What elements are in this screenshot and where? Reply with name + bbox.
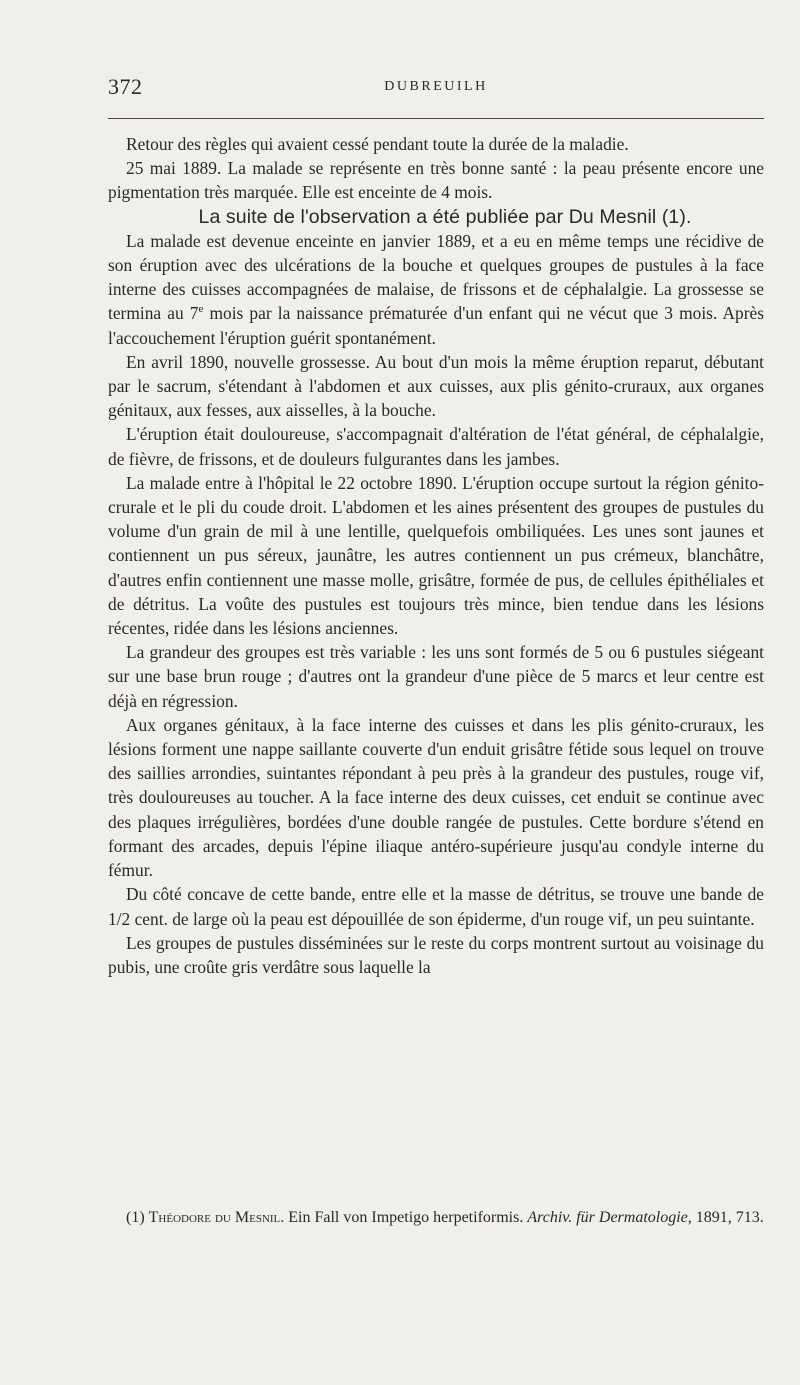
section-heading: La suite de l'observation a été publiée par Du Mesnil (1). [198,205,692,228]
text-run: La malade est devenue enceinte en janvier 1889, et a eu en même temps une récidive de son éruption avec des ulcérations de la bouche et quelques groupes de pustules à la face interne des cuisses accompagnées de malaise, de frissons et de céphalalgie. La grossesse se termina au 7 [108,230,764,324]
paragraph: L'éruption était douloureuse, s'accompagnait d'altération de l'état général, de céphalalgie, de fièvre, de frissons, et de douleurs fulgurantes dans les jambes. [108,424,764,469]
paragraph [108,229,764,350]
main-text [108,132,764,979]
paragraph: La grandeur des groupes est très variable : les uns sont formés de 5 ou 6 pustules siégeant sur une base brun rouge ; d'autres ont la grandeur d'une pièce de 5 marcs et leur centre est déjà en régression. [108,642,764,711]
paragraph: Retour des règles qui avaient cessé pendant toute la durée de la maladie. [126,134,629,154]
running-head [108,74,764,104]
running-title: DUBREUILH [384,79,488,94]
footnote-journal: Archiv. für Dermatologie [527,1209,688,1226]
footnote-marker: (1) [126,1209,149,1226]
superscript: e [198,302,204,315]
paragraph: Aux organes génitaux, à la face interne des cuisses et dans les plis génito-cruraux, les lésions forment une nappe saillante couverte d'un enduit grisâtre fétide sous lequel on trouve des saillies arrondies, suintantes répondant à peu près à la grandeur des pustules, rouge vif, très douloureuses au toucher. A la face interne des deux cuisses, cet enduit se continue avec des plaques irrégulières, bordées d'une double rangée de pustules. Cette bordure s'étend en formant des arcades, depuis l'épine iliaque antéro-supérieure jusqu'au condyle interne du fémur. [108,714,764,881]
page-number: 372 [108,74,143,99]
text-run: mois par la naissance prématurée d'un enfant qui ne vécut que 3 mois. Après l'accouchement l'éruption guérit spontanément. [108,303,764,348]
footnote [108,1206,764,1230]
paragraph: Du côté concave de cette bande, entre elle et la masse de détritus, se trouve une bande de 1/2 cent. de large où la peau est dépouillée de son épiderme, d'un rouge vif, un peu suintante. [108,884,764,929]
header-rule [108,118,764,119]
footnote-author: Théodore du Mesnil [148,1209,281,1226]
footnote-text: . Ein Fall von Impetigo herpetiformis. [280,1209,528,1226]
paragraph: La malade entre à l'hôpital le 22 octobre 1890. L'éruption occupe surtout la région génito-crurale et le pli du coude droit. L'abdomen et les aines présentent des groupes de pustules du volume d'un grain de mil à une lentille, quelquefois ombiliquées. Les unes sont jaunes et contiennent un pus séreux, jaunâtre, les autres contiennent un pus crémeux, blanchâtre, d'autres enfin contiennent une masse molle, grisâtre, formée de pus, de cellules épithéliales et de détritus. La voûte des pustules est toujours très mince, bien tendue dans les lésions récentes, ridée dans les lésions anciennes. [108,472,764,639]
footnote-citation: , 1891, 713. [687,1209,764,1226]
paragraph: En avril 1890, nouvelle grossesse. Au bout d'un mois la même éruption reparut, débutant par le sacrum, s'étendant à l'abdomen et aux cuisses, aux plis génito-cruraux, aux organes génitaux, aux fesses, aux aisselles, à la bouche. [108,351,764,421]
paragraph: 25 mai 1889. La malade se représente en très bonne santé : la peau présente encore une pigmentation très marquée. Elle est enceinte de 4 mois. [108,158,764,203]
paragraph: Les groupes de pustules disséminées sur le reste du corps montrent surtout au voisinage du pubis, une croûte gris verdâtre sous laquelle la [108,932,764,977]
